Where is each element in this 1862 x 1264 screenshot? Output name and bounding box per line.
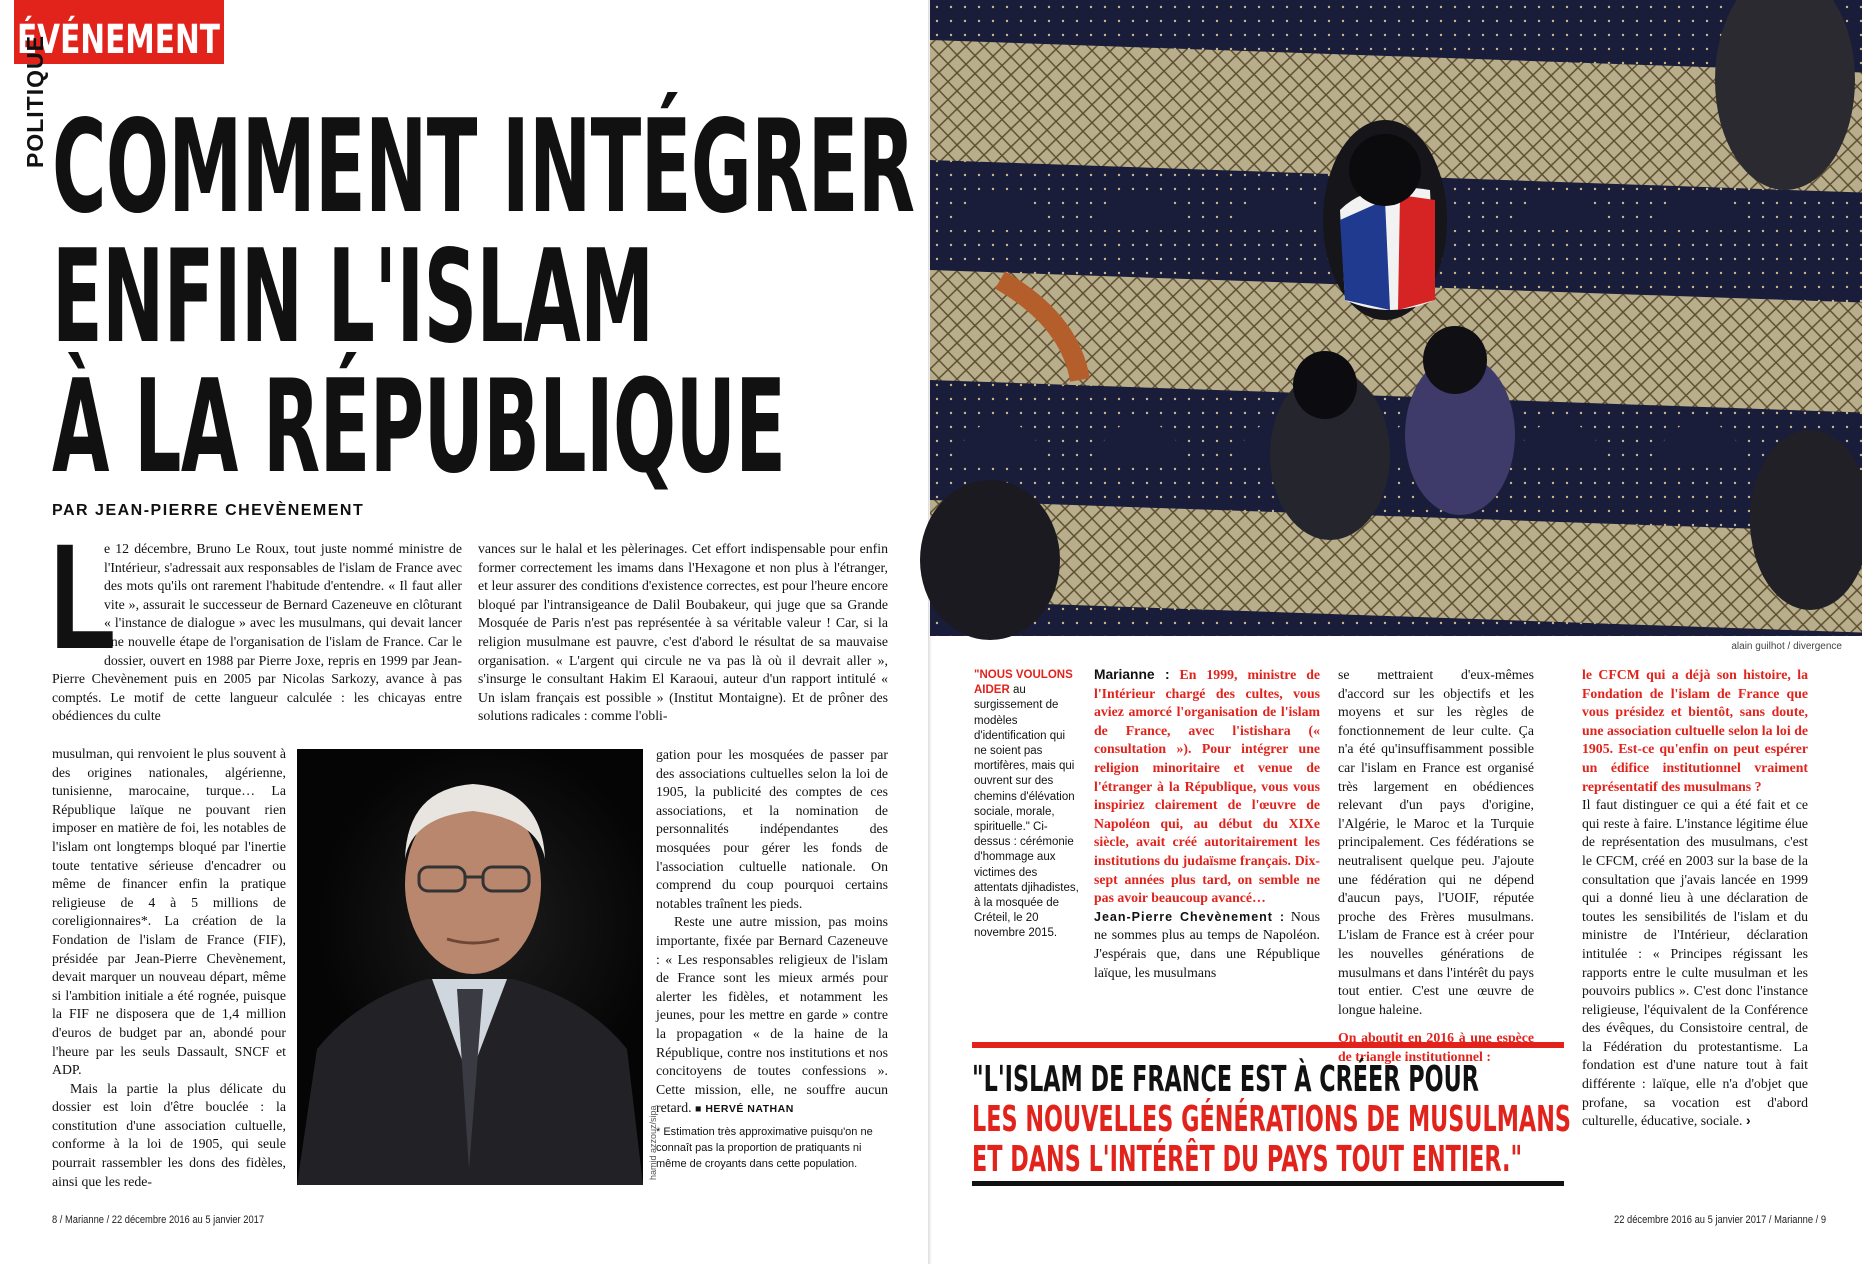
pullquote-line-3: ET DANS L'INTÉRÊT DU PAYS TOUT ENTIER." <box>972 1139 1523 1180</box>
signature: ■ HERVÉ NATHAN <box>695 1103 794 1116</box>
interview-col2 <box>1338 666 1534 1064</box>
mosque-credit: alain guilhot / divergence <box>1731 641 1842 652</box>
portrait-photo <box>297 749 643 1185</box>
caption-body: au surgissement de modèles d'identification qui ne soient pas mortifères, mais qui ouvrent sur des chemins d'élévation sociale, morale, spirituelle." Ci-dessus : cérémonie d'hommage aux victimes des attentats djihadistes, à la mosquée de Créteil, le 20 novembre 2015. <box>974 684 1079 940</box>
intro-paragraph-1: e 12 décembre, Bruno Le Roux, tout juste nommé ministre de l'Intérieur, s'adressait aux responsables de l'islam de France avec des mots qu'ils ont rarement l'habitude d'entendre. « Il faut aller vite », assurait le successeur de Bernard Cazeneuve en clôturant « l'instance de dialogue » avec les musulmans, qui devait lancer une nouvelle étape de l'organisation de l'islam de France. Car le dossier, ouvert en 1988 par Pierre Joxe, repris en 1999 par Jean-Pierre Chevènement puis en 2005 par Nicolas Sarkozy, avance à pas comptés. Le motif de cette langueur calculée : les chicayas entre obédiences du culte <box>52 541 462 724</box>
q1-label: Marianne : <box>1094 667 1170 682</box>
question-2-cont: le CFCM qui a déjà son histoire, la Fondation de l'islam de France que vous présidez et bientôt, sans doute, une association cultuelle selon la loi de 1905. Est-ce qu'enfin on peut espérer un édifice institutionnel vraiment représentatif des musulmans ? <box>1582 667 1808 794</box>
folio-right: 22 décembre 2016 au 5 janvier 2017 / Marianne / 9 <box>1614 1214 1827 1226</box>
question-1: En 1999, ministre de l'Intérieur chargé des cultes, vous aviez amorcé l'organisation de l'islam de France, avec l'istishara (« consultation »). Pour intégrer une religion minoritaire et venue de l'étranger à la République, vous vous inspiriez clairement de l'œuvre de Napoléon qui, au début du XIXe siècle, avait créé autoritairement les institutions du judaïsme français. Dix-sept années plus tard, on semble ne pas avoir beaucoup avancé… <box>1094 667 1321 906</box>
section-label: ÉVÉNEMENT <box>16 17 220 63</box>
pullquote-line-2: LES NOUVELLES GÉNÉRATIONS DE MUSULMANS <box>972 1099 1571 1140</box>
byline: PAR JEAN-PIERRE CHEVÈNEMENT <box>52 502 365 519</box>
intro-paragraph-5-text: Reste une autre mission, pas moins importante, fixée par Bernard Cazeneuve : « Les responsables religieux de l'islam de France sont les mieux armés pour alerter les fidèles, et notamment les jeunes, pour les mettre en garde » contre la propagation « de la haine de la République, contre nos institutions et nos concitoyens de toutes confessions ». Cette mission, elle, ne souffre aucun retard. <box>656 914 888 1116</box>
intro-paragraph-4: gation pour les mosquées de passer par des associations cultuelles selon la loi de 1905, la publicité des comptes de ces associations, et la nomination de personnalités indépendantes des mosquées pour gérer les fonds de l'association cultuelle nationale. On comprend du coup pourquoi certains notables traînent les pieds. <box>656 747 888 911</box>
dropcap: L <box>50 512 116 680</box>
photo-caption <box>974 668 1080 942</box>
a1-label: Jean-Pierre Chevènement : <box>1094 909 1285 924</box>
intro-col2-narrow <box>656 746 888 1128</box>
portrait-credit: hamid azzouz/sipa <box>648 1105 658 1180</box>
intro-paragraph-5 <box>656 913 888 1119</box>
footnote: * Estimation très approximative puisqu'on ne connaît pas la proportion de pratiquants ni même de croyants dans cette population. <box>656 1126 873 1170</box>
headline-line-3: À LA RÉPUBLIQUE <box>52 353 786 502</box>
caption-head: "NOUS VOULONS AIDER <box>974 669 1073 697</box>
intro-col2-top <box>478 540 888 746</box>
answer-1-cont: se mettraient d'eux-mêmes d'accord sur les objectifs et les moyens et sur les règles de fonctionnement de leur culte. Ça n'a été qu'insuffisamment possible car l'islam en France est organisé très largement en obédiences relevant d'un pays d'origine, l'Algérie, le Maroc et la Turquie principalement. Ces fédérations se neutralisent quelque peu. J'ajoute une fédération qui ne dépend d'aucun pays, l'UOIF, réputée proche des Frères musulmans. L'islam de France est à créer pour les nouvelles générations de musulmans et dans l'intérêt du pays tout entier. C'est une œuvre de longue haleine. <box>1338 667 1534 1017</box>
question-2: On aboutit en 2016 à une espèce de triangle institutionnel : <box>1338 1030 1534 1064</box>
answer-2: Il faut distinguer ce qui a été fait et ce qui reste à faire. L'instance légitime élue de représentation des musulmans, c'est le CFCM, créé en 2003 sur la base de la consultation que j'avais lancée en 1999 qui a donné lieu à une déclaration de toutes les sensibilités de l'islam et du ministre de l'Intérieur, déclaration intitulée : « Principes régissant les rapports entre le culte musulman et les pouvoirs publics ». C'est donc l'instance religieuse, l'équivalent de la Conférence des évêques, du Consistoire central, de la Fédération du protestantisme. La fondation est d'une nature tout à fait différente : laïque, elle n'a d'objet que profane, sa vocation est d'abord culturelle, éducative, sociale. <box>1582 797 1808 1129</box>
pullquote-line-1: "L'ISLAM DE FRANCE EST À CRÉER POUR <box>972 1059 1479 1100</box>
mosque-photo <box>930 0 1862 636</box>
folio-left: 8 / Marianne / 22 décembre 2016 au 5 janvier 2017 <box>52 1214 265 1226</box>
intro-paragraph-3: vances sur le halal et les pèlerinages. Cet effort indispensable pour enfin former correctement les imams dans l'Hexagone et non plus à l'étranger, et leur assurer des conditions d'existence correctes, est pour l'heure encore bloqué par l'intransigeance de Dalil Boubakeur, qui juge que sa Grande Mosquée de Paris n'est pas représentée à sa véritable valeur ! Car, si la religion musulmane est pauvre, c'est d'abord le résultat de sa mauvaise organisation. « L'argent qui circule ne va pas là où il devrait aller », s'insurge le consultant Hakim El Karaoui, auteur d'un rapport intitulé « Un islam français est possible » (Institut Montaigne). Et de prôner des solutions radicales : comme l'obli- <box>478 541 888 724</box>
pull-quote <box>972 1042 1571 1186</box>
interview-col3 <box>1582 666 1808 1186</box>
answer-1-start: Nous ne sommes plus au temps de Napoléon. J'espérais que, dans une République laïque, les musulmans <box>1094 908 1320 980</box>
headline-line-1: COMMENT INTÉGRER <box>52 93 915 242</box>
intro-paragraph-1b: musulman, qui renvoient le plus souvent à des origines nationales, algérienne, tunisienne, marocaine, turque… La République laïque ne pouvant rien imposer en matière de foi, les notables de l'islam ont longtemps bloqué par l'inertie toute tentative sérieuse d'encadrer ou même de financer enfin la pratique religieuse de 4 à 5 millions de coreligionnaires*. La création de la Fondation de l'islam de France (FIF), présidée par Jean-Pierre Chevènement, devait marquer un nouveau départ, même si l'ambition initiale a été rognée, puisque la FIF ne disposera que de 1,4 million d'euros de budget par an, abondé pour l'heure par les seuls Dassault, SNCF et ADP. <box>52 746 286 1078</box>
continue-arrow-icon: › <box>1745 1113 1751 1129</box>
intro-col1-narrow <box>52 745 286 1187</box>
headline-line-2: ENFIN L'ISLAM <box>52 223 654 372</box>
rubric-label: POLITIQUE <box>22 35 48 168</box>
intro-col1-top <box>50 512 462 747</box>
intro-paragraph-2: Mais la partie la plus délicate du dossier est loin d'être bouclée : la constitution d'une association cultuelle, conforme à la loi de 1905, qui seule pourrait rassembler les dons des fidèles, ainsi que les rede- <box>52 1080 286 1189</box>
interview-col1 <box>1094 666 1320 1038</box>
